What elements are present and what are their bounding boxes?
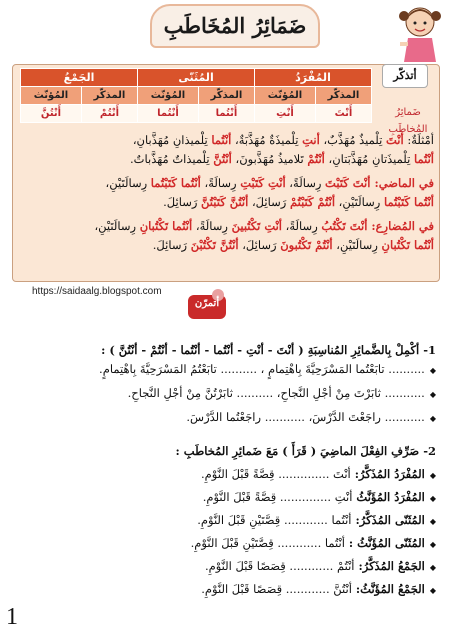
example-text: رَسائِلَ، <box>248 195 290 209</box>
example-text: تِلْميذَةٌ مُهَذَّبَةٌ، <box>231 133 303 147</box>
example-text: رِسالَتَيْنِ، <box>94 219 140 233</box>
gender-header: المُؤنّث <box>138 87 199 105</box>
highlighted-pronoun: أنْتُنَّ تَكْتُبْنَ <box>190 238 239 252</box>
highlighted-pronoun: أنْتُمْ تَكْتُبونَ <box>280 238 333 252</box>
q2-item-label: المُثَنّى المُذَكَّرُ: <box>351 513 425 527</box>
pronoun-cell: أَنْتُما <box>138 105 199 123</box>
q2-item <box>201 581 436 599</box>
highlighted-pronoun: في الماضي: <box>370 176 434 190</box>
girl-illustration <box>394 2 446 66</box>
q2-item-text: قِصَّتَيْنِ قَبْلَ النَّوْمِ. <box>197 513 284 527</box>
group-header: المُفْرَدُ <box>255 69 372 87</box>
blog-url: https://saidaalg.blogspot.com <box>32 286 162 297</box>
q2-item-pronoun: أنْتُمْ <box>336 559 355 573</box>
pronoun-cell: أَنْتَ <box>315 105 371 123</box>
q1-item: ◆ ........... ثابَرْتَ مِنْ أجْلِ النَّجاحِ، .......... ثابَرْتُنَّ مِنْ أجْلِ النَّجاحِ. <box>128 385 436 403</box>
highlighted-pronoun: أنْتُما تَكْتُبانِ <box>381 238 434 252</box>
q2-item-label: المُثَنّى المُؤَنَّثُ : <box>344 536 425 550</box>
q2-item-pronoun: أنْتَ <box>333 467 351 481</box>
page-title: ضَمَائِرُ المُخَاطَبِ <box>163 13 307 38</box>
q2-item <box>205 558 436 576</box>
example-text: رِسالَةً، <box>285 176 326 190</box>
highlighted-pronoun: أنْتُما كَتَبْتُما <box>383 195 434 209</box>
q2-answer-blank[interactable]: ............ <box>289 559 337 573</box>
example-text: تِلْميذٌ مُهَذَّبٌ، <box>319 133 386 147</box>
highlighted-pronoun: أنْتَ <box>385 133 404 147</box>
example-text: رِسالَتَيْنِ، <box>332 238 382 252</box>
q2-answer-blank[interactable]: ............ <box>283 513 332 527</box>
q2-item-text: قِصَصًا قَبْلَ النَّوْمِ. <box>204 559 290 573</box>
page-number: 1 <box>6 604 18 630</box>
q2-item-pronoun: أنْتُنَّ <box>333 582 352 596</box>
q2-item <box>203 489 436 507</box>
q2-heading: 2- صَرِّفِ الفِعْلَ الماضِيَ ( قَرَأَ ) مَعَ ضَمائِرِ المُخاطَبِ : <box>175 444 436 458</box>
example-line <box>19 132 434 148</box>
highlighted-pronoun: أنْتِ تَكْتُبينَ <box>231 219 283 233</box>
example-text: تِلْميذاتٌ مُهَذَّباتٌ. <box>130 152 214 166</box>
pronoun-cell: أَنْتُنَّ <box>21 105 82 123</box>
q2-answer-blank[interactable]: .............. <box>278 467 334 481</box>
highlighted-pronoun: أنْتُمْ <box>307 152 325 166</box>
group-header: المُثَنّى <box>138 69 255 87</box>
exercise-label: أتمرّن <box>194 298 220 309</box>
q2-item-text: قِصَصًا قَبْلَ النَّوْمِ. <box>201 582 286 596</box>
example-line <box>19 237 434 253</box>
pronoun-cell: أَنْتُمْ <box>81 105 137 123</box>
q2-item <box>191 535 436 553</box>
q2-answer-blank[interactable]: ............ <box>277 536 325 550</box>
example-text: رَسائِلَ، <box>238 238 281 252</box>
highlighted-pronoun: أنْتُما تَكْتُبانِ <box>139 219 193 233</box>
example-text: رِسالَةً، <box>282 219 322 233</box>
group-header: الجَمْعُ <box>21 69 138 87</box>
pronoun-cell: أَنْتُما <box>198 105 254 123</box>
example-line <box>19 218 434 234</box>
example-text: تِلْميذانِ مُهَذَّبانِ، <box>132 133 212 147</box>
highlighted-pronoun: أنْتِ كَتَبْتِ <box>240 176 286 190</box>
highlighted-pronoun: أنْتَ كَتَبْتَ <box>325 176 371 190</box>
highlighted-pronoun: أنْتُنَّ <box>213 152 232 166</box>
q1-heading: 1- أكْمِلْ بِالضَّمائِرِ المُناسِبَةِ ( أنْتَ - أنْتِ - أنْتُما - أنْتُما - أنْتُمْ - أنْتُنَّ ) : <box>101 343 436 357</box>
table-row-label: ضَمائِرُ المُخاطَبِ <box>388 107 428 135</box>
q2-item-label: الجَمْعُ المُذَكَّرُ: <box>354 559 425 573</box>
highlighted-pronoun: أنْتَ تَكْتُبُ <box>321 219 368 233</box>
example-text: رِسالَةً، <box>192 219 232 233</box>
example-text: تَلاميذُ مُهَذَّبونَ، <box>231 152 308 166</box>
example-text: تِلْميذَتانِ مُهَذَّبَتانِ، <box>324 152 414 166</box>
q2-item <box>201 466 436 484</box>
q2-item-pronoun: أنْتُما <box>324 536 345 550</box>
q2-item-text: قِصَّتَيْنِ قَبْلَ النَّوْمِ. <box>190 536 278 550</box>
q1-item: ◆ ........... راجَعْتَ الدَّرْسَ، ........... راجَعْتُما الدَّرْسَ. <box>186 409 436 427</box>
example-text: رَسائِلَ. <box>152 238 191 252</box>
q2-answer-blank[interactable]: ............ <box>285 582 334 596</box>
example-line <box>19 194 434 210</box>
example-text: أمْثلَةٌ: <box>403 133 434 147</box>
highlighted-pronoun: في المُضارِع: <box>367 219 434 233</box>
highlighted-pronoun: أنْتُما <box>413 152 434 166</box>
page-title-banner <box>150 4 320 48</box>
example-text: رِسالَتَيْنِ، <box>105 176 151 190</box>
q2-answer-blank[interactable]: .............. <box>279 490 335 504</box>
pronoun-table <box>20 68 372 123</box>
q2-item-text: قِصَّةً قَبْلَ النَّوْمِ. <box>202 490 280 504</box>
q1-item: ◆ .......... تابَعْتُما المَسْرَحِيَّةَ بِاهْتِمامٍ ، .......... تابَعْتُمُ المَسْرَحِيَّةَ بِاهْتِمامٍ. <box>99 361 436 379</box>
q2-item-label: المُفْرَدُ المُؤَنَّثُ <box>352 490 425 504</box>
q2-item-pronoun: أنْتِ <box>334 490 353 504</box>
example-line <box>19 151 434 167</box>
example-text: رَسائِلَ. <box>163 195 202 209</box>
example-text: رِسالَةً، <box>200 176 241 190</box>
q2-item-label: الجَمْعُ المُؤَنَّثُ: <box>351 582 425 596</box>
q2-item-pronoun: أنْتُما <box>331 513 352 527</box>
gender-header: المذكّر <box>315 87 371 105</box>
highlighted-pronoun: أنْتُما كَتَبْتُما <box>150 176 201 190</box>
gender-header: المُؤنّث <box>21 87 82 105</box>
pronoun-cell: أَنْتِ <box>255 105 316 123</box>
gender-header: المذكّر <box>81 87 137 105</box>
q2-item <box>197 512 436 530</box>
q2-item-label: المُفْرَدُ المُذَكَّرُ: <box>350 467 425 481</box>
remember-label: أتذكّر <box>382 64 428 88</box>
highlighted-pronoun: أنتِ <box>302 133 320 147</box>
highlighted-pronoun: أنْتُما <box>211 133 232 147</box>
highlighted-pronoun: أنْتُنَّ كَتَبْتُنَّ <box>201 195 249 209</box>
example-line <box>19 175 434 191</box>
q2-item-text: قِصَّةً قَبْلَ النَّوْمِ. <box>201 467 279 481</box>
gender-header: المُؤنّث <box>255 87 316 105</box>
gender-header: المذكّر <box>198 87 254 105</box>
highlighted-pronoun: أنْتُمْ كَتَبْتُمْ <box>289 195 336 209</box>
example-text: رِسالَتَيْنِ، <box>335 195 384 209</box>
